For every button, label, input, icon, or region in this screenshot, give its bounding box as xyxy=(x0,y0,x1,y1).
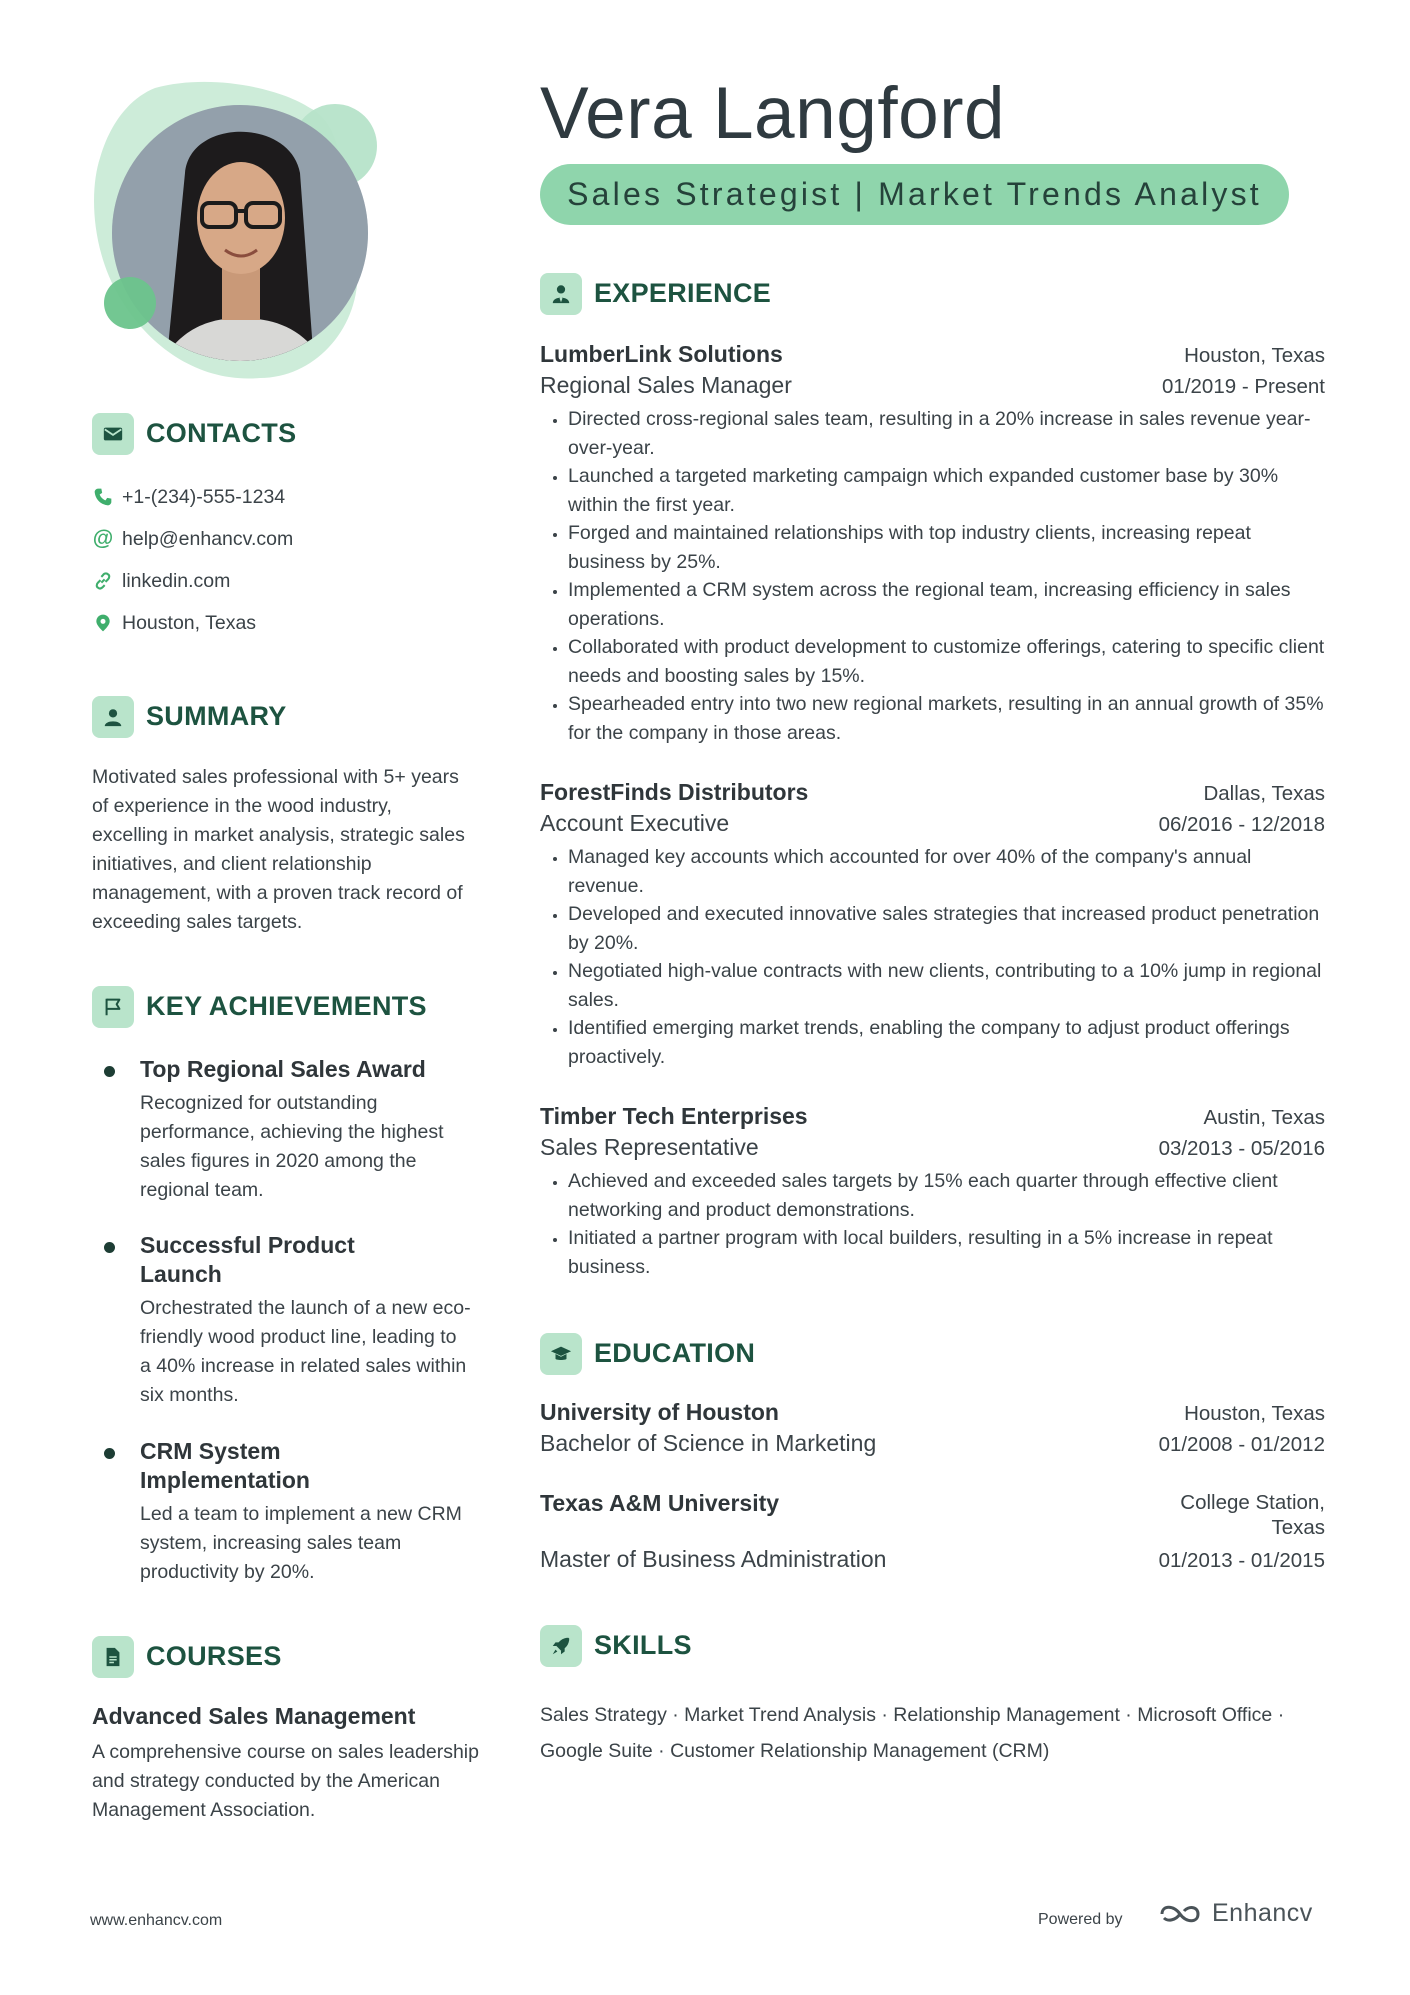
job-bullets xyxy=(540,405,1325,747)
candidate-title: Sales Strategist | Market Trends Analyst xyxy=(540,164,1289,225)
achievement-text: Recognized for outstanding performance, achieving the highest sales figures in 2020 among the regional team. xyxy=(140,1092,444,1201)
job-bullet: • Achieved and exceeded sales targets by 15% each quarter through effective client networking and product demonstrations. xyxy=(568,1167,1325,1224)
courses-heading: COURSES xyxy=(146,1641,282,1671)
job-bullets xyxy=(540,1167,1325,1281)
edu-degree: Master of Business Administration xyxy=(540,1546,887,1572)
bullet-dot xyxy=(104,1066,115,1077)
briefcase-user-icon xyxy=(540,273,582,315)
job-dates: 01/2019 - Present xyxy=(1162,375,1325,398)
job-bullet: • Negotiated high-value contracts with new clients, contributing to a 10% jump in regional sales. xyxy=(568,957,1325,1014)
achievement-title: Top Regional Sales Award xyxy=(140,1056,426,1082)
course-title: Advanced Sales Management xyxy=(92,1703,416,1729)
experience-heading: EXPERIENCE xyxy=(594,278,772,308)
location-text: Houston, Texas xyxy=(122,611,257,634)
skills-line: Sales Strategy · Market Trend Analysis · Relationship Management · Microsoft Office · xyxy=(540,1704,1285,1726)
job-location: Houston, Texas xyxy=(1184,344,1325,367)
achievement-text: Orchestrated the launch of a new eco-friendly wood product line, leading to a 40% increase in related sales within six months. xyxy=(140,1297,471,1406)
powered-by-label: Powered by xyxy=(1038,1911,1123,1928)
job-company: Timber Tech Enterprises xyxy=(540,1103,808,1129)
linkedin-text: linkedin.com xyxy=(122,569,231,592)
job-bullet: • Spearheaded entry into two new regional markets, resulting in an annual growth of 35% for the company in those areas. xyxy=(568,690,1325,747)
job-company: ForestFinds Distributors xyxy=(540,779,809,805)
achievements-heading: KEY ACHIEVEMENTS xyxy=(146,991,427,1021)
envelope-icon xyxy=(92,413,134,455)
course-text: A comprehensive course on sales leadership and strategy conducted by the American Management Association. xyxy=(92,1741,479,1821)
education-entry xyxy=(540,1490,1325,1573)
skills-heading: SKILLS xyxy=(594,1630,692,1660)
job-entry xyxy=(540,779,1325,1071)
bullet-dot xyxy=(104,1448,115,1459)
achievement-text: Led a team to implement a new CRM system, increasing sales team productivity by 20%. xyxy=(140,1503,462,1583)
brand-logo[interactable] xyxy=(1158,1899,1313,1928)
candidate-name: Vera Langford xyxy=(540,73,1006,154)
achievement-item xyxy=(92,1231,472,1410)
edu-dates: 01/2008 - 01/2012 xyxy=(1158,1433,1325,1456)
job-bullet: • Launched a targeted marketing campaign which expanded customer base by 30% within the first year. xyxy=(568,462,1325,519)
job-company: LumberLink Solutions xyxy=(540,341,783,367)
job-role: Regional Sales Manager xyxy=(540,372,792,398)
job-bullet: • Identified emerging market trends, enabling the company to adjust product offerings proactively. xyxy=(568,1014,1325,1071)
education-entry xyxy=(540,1399,1325,1457)
contacts-list xyxy=(92,476,472,644)
job-entry xyxy=(540,1103,1325,1281)
skills-line: Google Suite · Customer Relationship Management (CRM) xyxy=(540,1740,1050,1762)
user-icon xyxy=(92,696,134,738)
flag-icon xyxy=(92,986,134,1028)
job-bullet: • Collaborated with product development to customize offerings, catering to specific client needs and boosting sales by 15%. xyxy=(568,633,1325,690)
skills-list xyxy=(540,1697,1284,1769)
phone-icon xyxy=(92,486,114,508)
contact-linkedin[interactable] xyxy=(92,560,472,602)
achievement-item xyxy=(92,1437,472,1587)
footer-website-link[interactable]: www.enhancv.com xyxy=(90,1912,223,1929)
edu-location: Houston, Texas xyxy=(1184,1402,1325,1425)
brand-name: Enhancv xyxy=(1212,1899,1313,1927)
achievement-item xyxy=(92,1055,472,1205)
job-bullets xyxy=(540,843,1325,1071)
job-role: Sales Representative xyxy=(540,1134,759,1160)
edu-location: College Station, Texas xyxy=(1180,1491,1325,1539)
document-icon xyxy=(92,1636,134,1678)
enhancv-logo-icon xyxy=(1158,1901,1206,1927)
achievement-title: CRM System Implementation xyxy=(140,1438,310,1493)
contact-phone[interactable] xyxy=(92,476,472,518)
email-text: help@enhancv.com xyxy=(122,527,294,550)
job-dates: 03/2013 - 05/2016 xyxy=(1158,1137,1325,1160)
job-bullet: • Initiated a partner program with local builders, resulting in a 5% increase in repeat business. xyxy=(568,1224,1325,1281)
job-bullet: • Developed and executed innovative sales strategies that increased product penetration by 20%. xyxy=(568,900,1325,957)
edu-degree: Bachelor of Science in Marketing xyxy=(540,1430,877,1456)
edu-school: University of Houston xyxy=(540,1399,779,1425)
job-bullet: • Directed cross-regional sales team, resulting in a 20% increase in sales revenue year-over-year. xyxy=(568,405,1325,462)
job-bullet: • Managed key accounts which accounted for over 40% of the company's annual revenue. xyxy=(568,843,1325,900)
edu-dates: 01/2013 - 01/2015 xyxy=(1158,1549,1325,1572)
graduation-cap-icon xyxy=(540,1333,582,1375)
location-icon xyxy=(92,612,114,634)
edu-school: Texas A&M University xyxy=(540,1490,780,1516)
contact-email[interactable] xyxy=(92,518,472,560)
job-entry xyxy=(540,341,1325,747)
contact-location xyxy=(92,602,472,644)
job-location: Austin, Texas xyxy=(1203,1106,1325,1129)
education-heading: EDUCATION xyxy=(594,1338,756,1368)
profile-photo xyxy=(90,78,400,388)
link-icon xyxy=(92,570,114,592)
job-bullet: • Forged and maintained relationships with top industry clients, increasing repeat business by 25%. xyxy=(568,519,1325,576)
bullet-dot xyxy=(104,1242,115,1253)
rocket-icon xyxy=(540,1625,582,1667)
summary-heading: SUMMARY xyxy=(146,701,287,731)
achievement-title: Successful Product Launch xyxy=(140,1232,355,1287)
contacts-heading: CONTACTS xyxy=(146,418,297,448)
job-location: Dallas, Texas xyxy=(1203,782,1325,805)
summary-text: Motivated sales professional with 5+ years of experience in the wood industry, excelling in market analysis, strategic sales initiatives, and client relationship management, with a proven track record of exceeding sales targets. xyxy=(92,766,465,933)
phone-text: +1-(234)-555-1234 xyxy=(122,485,286,508)
at-icon: @ xyxy=(92,527,114,550)
job-dates: 06/2016 - 12/2018 xyxy=(1158,813,1325,836)
job-bullet: • Implemented a CRM system across the regional team, increasing efficiency in sales operations. xyxy=(568,576,1325,633)
job-role: Account Executive xyxy=(540,810,730,836)
